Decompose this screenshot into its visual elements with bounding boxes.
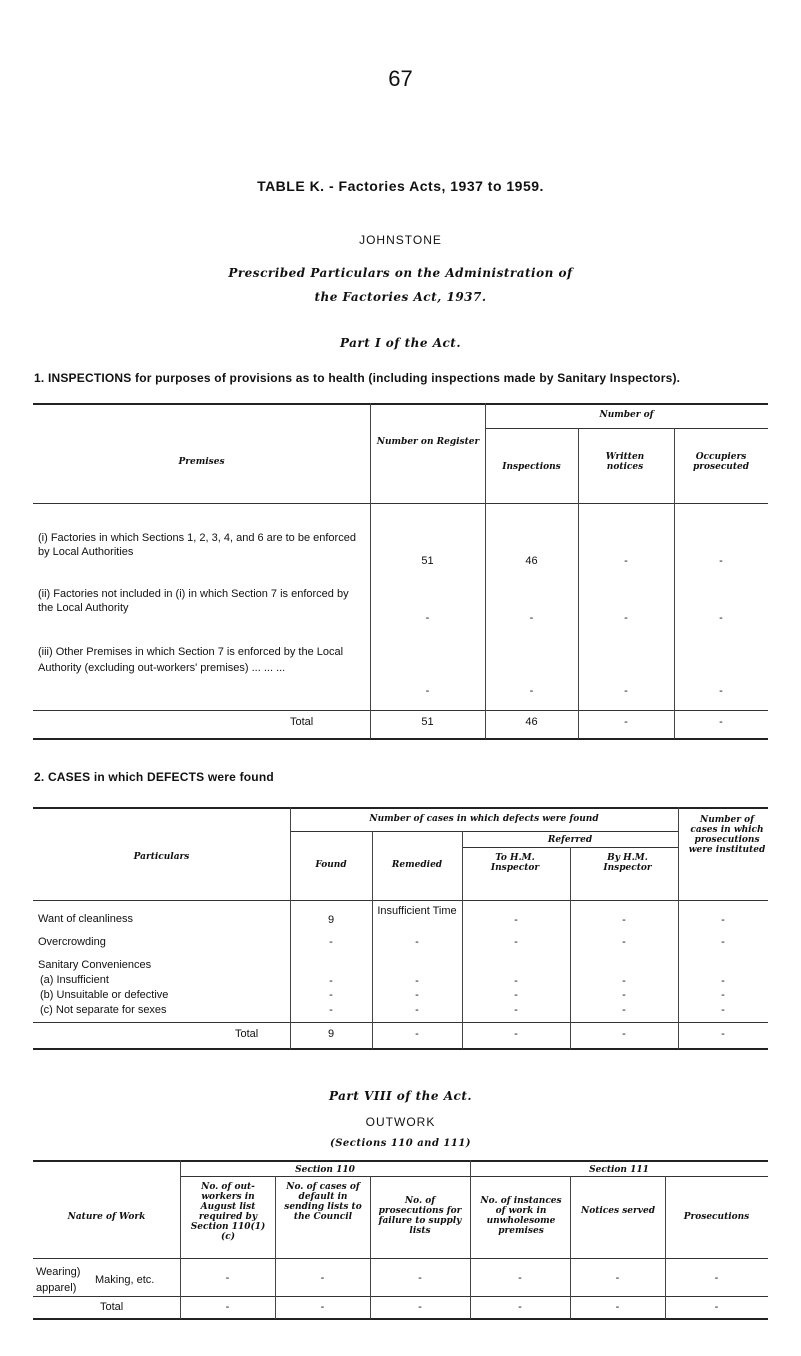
header-referred: Referred <box>547 835 593 845</box>
table-cell-inspections: 46 <box>525 555 538 567</box>
col-divider <box>180 1160 181 1319</box>
table-cell-by-hm: - <box>622 936 626 948</box>
header-unwholesome: No. of instances of work in unwholesome premises <box>480 1196 562 1236</box>
part-1-label: Part I of the Act. <box>339 336 462 350</box>
total-prosecutions-lists: - <box>418 1301 422 1313</box>
table-cell-prosecuted: - <box>719 685 723 697</box>
table-cell-prosecutions: - <box>721 936 725 948</box>
table-cell-remedied: Insufficient Time <box>377 905 457 917</box>
table-cell-by-hm: - <box>622 914 626 926</box>
table-cell-found: - <box>329 989 333 1001</box>
table-bottom-rule <box>33 1318 768 1320</box>
outwork-sections: (Sections 110 and 111) <box>329 1138 472 1149</box>
table-cell-prosecuted: - <box>719 612 723 624</box>
table-cell-prosecutions: - <box>714 1272 719 1284</box>
table-bottom-rule <box>33 1048 768 1050</box>
total-label: Total <box>235 1028 259 1040</box>
total-prosecutions: - <box>721 1028 725 1040</box>
header-section-110: Section 110 <box>295 1165 355 1175</box>
header-by-hm: By H.M. Inspector <box>603 853 652 873</box>
subtitle-line-1: Prescribed Particulars on the Administration of <box>228 266 573 280</box>
table-cell-to-hm: - <box>514 1004 518 1016</box>
total-top-rule <box>33 1296 768 1297</box>
total-register: 51 <box>421 716 434 728</box>
table-cell-prosecutions: - <box>721 975 725 987</box>
total-found: 9 <box>327 1028 335 1040</box>
table-cell-remedied: - <box>415 936 419 948</box>
table-top-rule <box>33 1160 768 1162</box>
table-cell-remedied: - <box>415 1004 419 1016</box>
total-prosecuted: - <box>719 716 723 728</box>
table-row-label: (i) Factories in which Sections 1, 2, 3, 4, and 6 are to be enforced by Local Authorities <box>38 532 356 558</box>
total-outworkers: - <box>225 1301 230 1313</box>
total-notices: - <box>615 1301 620 1313</box>
total-label: Total <box>100 1301 124 1313</box>
outwork-label: OUTWORK <box>365 1115 436 1129</box>
total-label: Total <box>290 716 314 728</box>
col-divider <box>570 1176 571 1319</box>
table-cell-remedied: - <box>415 975 419 987</box>
table-cell-inspections: - <box>529 612 534 624</box>
table-cell-prosecutions-lists: - <box>418 1272 422 1284</box>
header-notices-served: Notices served <box>581 1206 655 1216</box>
total-by-hm: - <box>622 1028 626 1040</box>
header-inspections: Inspections <box>502 462 561 472</box>
table-cell-found: - <box>329 936 333 948</box>
table-row-label-b: apparel) <box>36 1282 77 1294</box>
header-section-111: Section 111 <box>589 1165 649 1175</box>
table-top-rule <box>33 403 768 405</box>
table-cell-inspections: - <box>529 685 534 697</box>
header-found: Found <box>315 860 347 870</box>
total-notices: - <box>624 716 628 728</box>
header-premises: Premises <box>178 457 225 467</box>
total-inspections: 46 <box>525 716 538 728</box>
table-cell-by-hm: - <box>622 1004 626 1016</box>
table-row-label: (ii) Factories not included in (i) in which Section 7 is enforced by the Local Authority <box>38 588 349 614</box>
section-2-heading: 2. CASES in which DEFECTS were found <box>34 770 274 784</box>
table-cell-prosecutions: - <box>721 989 725 1001</box>
col-divider <box>470 1160 471 1319</box>
table-cell-to-hm: - <box>514 975 518 987</box>
total-prosecutions: - <box>714 1301 719 1313</box>
header-prosecutions-lists: No. of prosecutions for failure to supply lists <box>378 1196 462 1236</box>
table-row-label: Want of cleanliness <box>38 913 133 925</box>
header-to-hm: To H.M. Inspector <box>490 853 540 873</box>
table-cell-unwholesome: - <box>518 1272 522 1284</box>
header-default-cases: No. of cases of default in sending lists to the Council <box>284 1182 362 1222</box>
total-default: - <box>320 1301 325 1313</box>
table-cell-by-hm: - <box>622 975 626 987</box>
table-row-label: Overcrowding <box>38 936 106 948</box>
header-nature-of-work: Nature of Work <box>67 1212 146 1222</box>
table-row-label: (a) Insufficient <box>40 974 109 986</box>
col-divider <box>665 1176 666 1319</box>
header-remedied: Remedied <box>391 860 443 870</box>
table-cell-notices: - <box>624 612 628 624</box>
table-cell-to-hm: - <box>514 989 518 1001</box>
table-row-label: (iii) Other Premises in which Section 7 is enforced by the Local Authority (excluding out-workers' premises) ... ... ... <box>38 646 344 674</box>
table-cell-prosecutions: - <box>721 1004 725 1016</box>
table-cell-found: - <box>329 1004 333 1016</box>
header-bottom-rule <box>33 1258 768 1259</box>
table-row-label-c: Making, etc. <box>95 1274 155 1286</box>
table-cell-outworkers: - <box>225 1272 230 1284</box>
header-notices: Written notices <box>605 452 645 472</box>
total-remedied: - <box>415 1028 419 1040</box>
col-divider <box>370 1176 371 1319</box>
page-number: 67 <box>388 66 413 91</box>
table-title: TABLE K. - Factories Acts, 1937 to 1959. <box>257 178 544 194</box>
table-cell-notices: - <box>615 1272 620 1284</box>
table-row-label: (c) Not separate for sexes <box>40 1004 167 1016</box>
header-number-cases: Number of cases in which defects were found <box>369 814 599 824</box>
header-prosecutions: Prosecutions <box>683 1212 750 1222</box>
table-cell-notices: - <box>624 685 628 697</box>
table-cell-prosecuted: - <box>719 555 723 567</box>
table-cell-prosecutions: - <box>721 914 725 926</box>
table-cell-register: - <box>425 685 430 697</box>
header-register: Number on Register <box>376 437 480 447</box>
header-particulars: Particulars <box>133 852 190 862</box>
header-sub-rule <box>290 831 678 832</box>
table-cell-to-hm: - <box>514 914 518 926</box>
table-cell-found: 9 <box>327 914 335 926</box>
header-outworkers: No. of out-workers in August list required by Section 110(1)(c) <box>190 1182 266 1242</box>
part-8-label: Part VIII of the Act. <box>328 1089 473 1103</box>
section-1-heading: 1. INSPECTIONS for purposes of provisions as to health (including inspections made by Sanitary Inspectors). <box>34 371 681 385</box>
total-unwholesome: - <box>518 1301 522 1313</box>
subtitle-line-2: the Factories Act, 1937. <box>314 290 487 304</box>
table-row-label: Sanitary Conveniences <box>38 959 152 971</box>
table-top-rule <box>33 807 768 809</box>
table-cell-by-hm: - <box>622 989 626 1001</box>
header-prosecutions: Number of cases in which prosecutions were instituted <box>688 815 766 855</box>
table-bottom-rule <box>33 738 768 740</box>
header-bottom-rule <box>33 503 768 504</box>
total-top-rule <box>33 1022 768 1023</box>
table-cell-register: 51 <box>421 555 434 567</box>
table-row-label-a: Wearing) <box>36 1266 81 1278</box>
total-top-rule <box>33 710 768 711</box>
table-cell-to-hm: - <box>514 936 518 948</box>
district-name: JOHNSTONE <box>359 233 442 247</box>
col-divider <box>275 1176 276 1319</box>
table-cell-register: - <box>425 612 430 624</box>
total-to-hm: - <box>514 1028 518 1040</box>
header-prosecuted: Occupiers prosecuted <box>692 452 750 472</box>
table-cell-default: - <box>320 1272 325 1284</box>
header-bottom-rule <box>33 900 768 901</box>
table-cell-notices: - <box>624 555 628 567</box>
table-cell-found: - <box>329 975 333 987</box>
table-cell-remedied: - <box>415 989 419 1001</box>
table-row-label: (b) Unsuitable or defective <box>40 989 169 1001</box>
header-sub-rule <box>180 1176 768 1177</box>
header-sub-rule <box>485 428 768 429</box>
header-number-of: Number of <box>599 410 654 420</box>
